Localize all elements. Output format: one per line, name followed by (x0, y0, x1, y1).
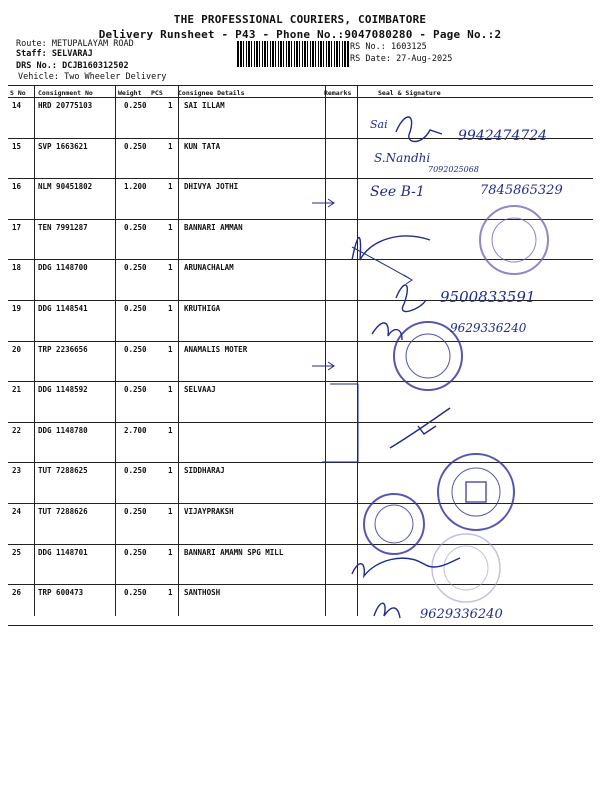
row-weight: 0.250 (124, 141, 147, 151)
hand-text: 9942474724 (458, 128, 548, 144)
row-separator (8, 625, 593, 626)
row-pcs: 1 (168, 588, 173, 598)
hand-text: S.Nandhi (374, 151, 431, 165)
row-weight: 0.250 (124, 101, 147, 110)
vehicle-label: Vehicle: (18, 72, 59, 82)
row-consignment: SVP 1663621 (38, 141, 88, 151)
hand-text: See B-1 (370, 184, 425, 200)
vehicle-line (18, 72, 166, 82)
row-consignment: DDG 1148780 (38, 425, 88, 435)
row-consignee: SELVAAJ (184, 385, 216, 395)
col-header-consignee: Consignee Details (178, 89, 245, 97)
row-pcs: 1 (168, 425, 173, 435)
table-row (8, 382, 593, 422)
hand-text: 9500833591 (440, 288, 536, 306)
row-consignee: KUN TATA (184, 141, 221, 151)
row-consignee: ANAMALIS MOTER (184, 344, 248, 354)
row-weight: 0.250 (124, 344, 147, 354)
rs-no-value: 1603125 (390, 42, 427, 52)
drs-line (16, 61, 129, 71)
route-value: METUPALAYAM ROAD (51, 39, 134, 49)
row-consignment: NLM 90451802 (38, 182, 93, 192)
row-sno: 22 (12, 425, 22, 435)
row-weight: 0.250 (124, 547, 147, 557)
row-weight: 0.250 (124, 385, 147, 395)
row-consignment: DDG 1148541 (38, 304, 88, 313)
rs-date-label: RS Date: (350, 54, 391, 64)
table-row (8, 585, 593, 625)
row-sno: 15 (12, 141, 22, 151)
row-consignment: DDG 1148700 (38, 263, 88, 273)
row-consignee: DHIVYA JOTHI (184, 182, 239, 192)
table-row (8, 179, 593, 219)
row-consignment: DDG 1148701 (38, 547, 88, 557)
row-pcs: 1 (168, 222, 173, 232)
row-consignment: HRD 20775103 (38, 101, 93, 110)
barcode (237, 41, 349, 67)
rs-no-line (350, 42, 427, 52)
hand-text: 9629336240 (450, 321, 527, 335)
rs-no-label: RS No.: (350, 42, 386, 52)
row-consignee: BANNARI AMAMN SPG MILL (184, 547, 284, 557)
row-consignment: TUT 7288626 (38, 507, 88, 516)
col-header-remarks: Remarks (324, 89, 352, 97)
row-sno: 26 (12, 588, 22, 598)
row-consignment: TEN 7991287 (38, 222, 88, 232)
col-header-consignment: Consignment No (38, 89, 93, 97)
row-sno: 18 (12, 263, 22, 273)
row-pcs: 1 (168, 141, 173, 151)
row-consignment: TUT 7288625 (38, 466, 88, 476)
table-row (8, 260, 593, 300)
table-row (8, 423, 593, 463)
row-consignee: SIDDHARAJ (184, 466, 225, 476)
hand-text: 7845865329 (480, 183, 563, 198)
route-line (16, 39, 134, 49)
row-consignee: KRUTHIGA (184, 304, 221, 313)
table-top-border (8, 85, 593, 86)
staff-value: SELVARAJ (51, 49, 93, 59)
row-consignee: BANNARI AMMAN (184, 222, 243, 232)
row-consignment: TRP 600473 (38, 588, 84, 598)
row-weight: 0.250 (124, 263, 147, 273)
row-sno: 14 (12, 101, 22, 110)
row-weight: 0.250 (124, 304, 147, 313)
row-sno: 17 (12, 222, 22, 232)
row-pcs: 1 (168, 547, 173, 557)
row-consignee: VIJAYPRAKSH (184, 507, 234, 516)
row-sno: 23 (12, 466, 22, 476)
row-consignee: SAI ILLAM (184, 101, 225, 110)
row-pcs: 1 (168, 304, 173, 313)
hand-text: 9629336240 (420, 607, 503, 622)
row-consignment: TRP 2236656 (38, 344, 88, 354)
row-pcs: 1 (168, 507, 173, 516)
row-pcs: 1 (168, 101, 173, 110)
table-row (8, 342, 593, 382)
staff-label: Staff: (16, 49, 47, 59)
row-consignment: DDG 1148592 (38, 385, 88, 395)
row-sno: 19 (12, 304, 22, 313)
row-weight: 2.700 (124, 425, 147, 435)
table-row (8, 504, 593, 544)
row-sno: 16 (12, 182, 22, 192)
table-row (8, 220, 593, 260)
rs-date-value: 27-Aug-2025 (396, 54, 453, 64)
table-row (8, 301, 593, 341)
col-header-sno: S No (10, 89, 26, 97)
runsheet-title: Delivery Runsheet - P43 - Phone No.:9047080280 - Page No.:2 (98, 28, 502, 41)
row-sno: 20 (12, 344, 22, 354)
col-header-weight: Weight (118, 89, 142, 97)
row-weight: 0.250 (124, 588, 147, 598)
row-weight: 1.200 (124, 182, 147, 192)
row-pcs: 1 (168, 182, 173, 192)
vehicle-value: Two Wheeler Delivery (64, 72, 167, 82)
table-row (8, 545, 593, 585)
col-header-seal: Seal & Signature (378, 89, 441, 97)
hand-text: 7092025068 (428, 165, 479, 174)
drs-value: DCJB160312502 (62, 61, 129, 71)
route-label: Route: (16, 39, 47, 49)
row-pcs: 1 (168, 385, 173, 395)
row-pcs: 1 (168, 344, 173, 354)
drs-label: DRS No.: (16, 61, 57, 71)
row-weight: 0.250 (124, 466, 147, 476)
row-pcs: 1 (168, 263, 173, 273)
company-title: THE PROFESSIONAL COURIERS, COIMBATORE (173, 13, 427, 26)
table-row (8, 98, 593, 138)
rs-date-line (350, 54, 452, 64)
row-pcs: 1 (168, 466, 173, 476)
staff-line (16, 49, 93, 59)
hand-text: Sai (370, 118, 388, 131)
col-header-pcs: PCS (151, 89, 163, 97)
row-consignee: ARUNACHALAM (184, 263, 234, 273)
row-weight: 0.250 (124, 507, 147, 516)
table-row (8, 139, 593, 179)
table-row (8, 463, 593, 503)
row-weight: 0.250 (124, 222, 147, 232)
row-sno: 21 (12, 385, 22, 395)
row-sno: 24 (12, 507, 22, 516)
row-sno: 25 (12, 547, 22, 557)
row-consignee: SANTHOSH (184, 588, 221, 598)
